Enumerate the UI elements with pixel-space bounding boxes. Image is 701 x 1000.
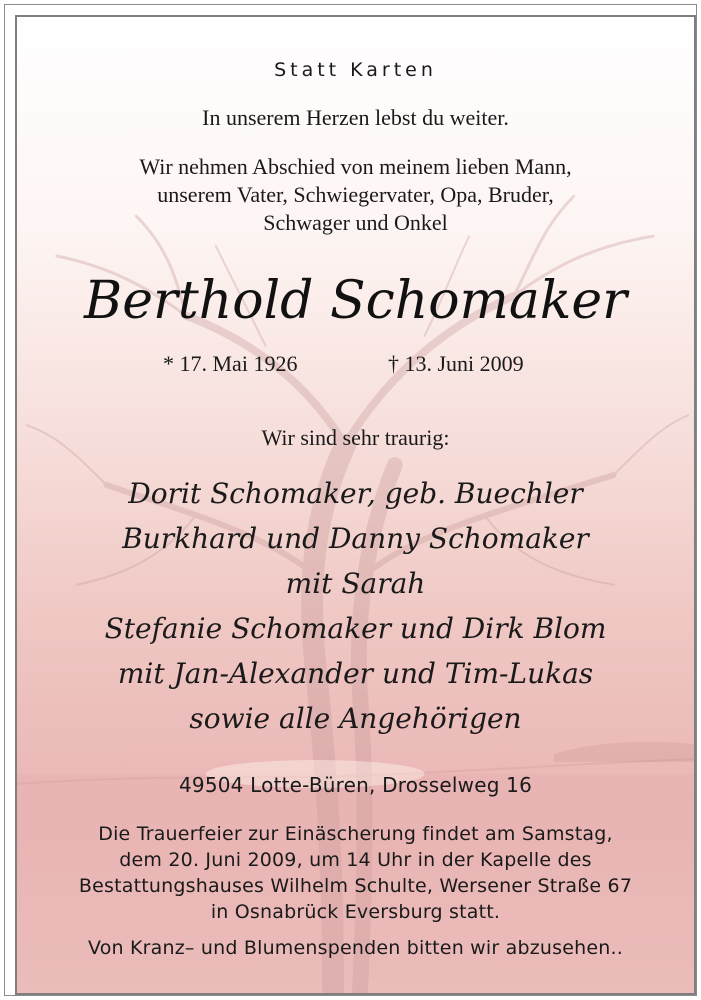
death-date: † 13. Juni 2009 [388, 351, 524, 376]
service-line: dem 20. Juni 2009, um 14 Uhr in der Kapelle des [119, 849, 592, 871]
farewell-line: Wir nehmen Abschied von meinem lieben Mann, [139, 154, 572, 179]
grief-text: Wir sind sehr traurig: [261, 425, 450, 450]
service-line: Die Trauerfeier zur Einäscherung findet am Samstag, [98, 823, 613, 845]
mourner-line: Stefanie Schomaker und Dirk Blom [104, 612, 607, 645]
mourner-line: mit Jan-Alexander und Tim-Lukas [117, 657, 594, 690]
notice-outer-frame [4, 4, 697, 996]
mourner-line: sowie alle Angehörigen [189, 702, 522, 735]
deceased-name: Berthold Schomaker [84, 271, 627, 331]
motto-text: In unserem Herzen lebst du weiter. [202, 105, 509, 130]
service-line: Bestattungshauses Wilhelm Schulte, Wersener Straße 67 [78, 875, 633, 897]
donation-request: Von Kranz– und Blumenspenden bitten wir abzusehen.. [87, 937, 624, 959]
birth-date: * 17. Mai 1926 [163, 351, 298, 376]
mourner-line: Burkhard und Danny Schomaker [122, 522, 589, 555]
farewell-line: Schwager und Onkel [263, 210, 448, 235]
notice-card [15, 15, 696, 995]
service-line: in Osnabrück Eversburg statt. [210, 901, 501, 923]
header-text: Statt Karten [274, 59, 437, 81]
mourner-line: Dorit Schomaker, geb. Buechler [128, 477, 583, 510]
notice-content [17, 17, 694, 993]
address-text: 49504 Lotte-Büren, Drosselweg 16 [178, 773, 533, 797]
mourner-line: mit Sarah [285, 567, 426, 600]
farewell-line: unserem Vater, Schwiegervater, Opa, Bruder, [157, 182, 554, 207]
